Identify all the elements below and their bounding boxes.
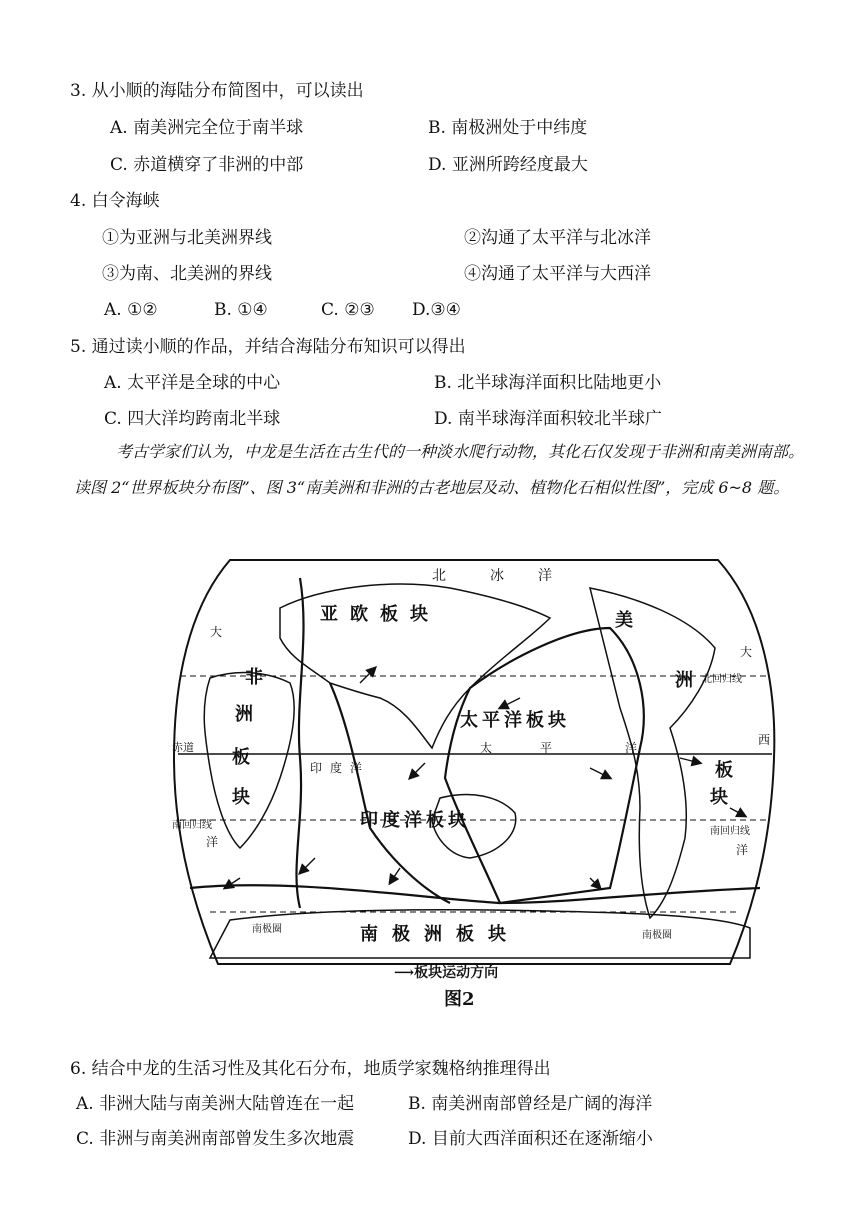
label-arctic-2: 冰: [490, 568, 504, 584]
world-plate-map-svg: [170, 558, 778, 966]
label-indian-ocean: 印度洋: [310, 761, 371, 775]
label-indian-plate: 印度洋板块: [360, 810, 470, 831]
q5-option-b: B. 北半球海洋面积比陆地更小: [434, 373, 662, 393]
label-america-3: 板: [715, 760, 733, 781]
label-africa-4: 块: [232, 787, 250, 808]
label-atlantic-left: 大: [210, 625, 223, 639]
label-tropic-south-right: 南回归线: [710, 826, 750, 837]
q5-stem: 5. 通过读小顺的作品，并结合海陆分布知识可以得出: [70, 337, 466, 357]
label-atlantic-right-1: 大: [740, 645, 753, 659]
q3-option-d: D. 亚洲所跨经度最大: [428, 155, 588, 175]
q6-option-b: B. 南美洲南部曾经是广阔的海洋: [408, 1094, 653, 1114]
q4-option-c: C. ②③: [321, 300, 375, 320]
label-tropic-north: 北回归线: [702, 674, 742, 685]
figure-caption: 图2: [444, 989, 475, 1010]
q4-statement-3: ③为南、北美洲的界线: [102, 264, 272, 284]
label-america-1: 美: [615, 610, 633, 631]
label-pacific-ocean-2: 平: [540, 741, 553, 755]
label-antarctic-circle-right: 南极圈: [642, 930, 672, 941]
q6-option-d: D. 目前大西洋面积还在逐渐缩小: [408, 1129, 653, 1149]
q4-statement-2: ②沟通了太平洋与北冰洋: [464, 228, 651, 248]
label-equator: 赤道: [172, 741, 194, 754]
q3-option-a: A. 南美洲完全位于南半球: [110, 118, 304, 138]
label-america-2: 洲: [675, 670, 693, 691]
label-arctic-1: 北: [432, 568, 446, 584]
q6-stem: 6. 结合中龙的生活习性及其化石分布，地质学家魏格纳推理得出: [70, 1059, 551, 1079]
plate-motion-arrows: [225, 668, 745, 888]
intro-paragraph: 考古学家们认为，中龙是生活在古生代的一种淡水爬行动物，其化石仅发现于非洲和南美洲南部。读图 2“世界板块分布图”、图 3“南美洲和非洲的古老地层及动、植物化石相似性图”，完成 6~8 题。: [74, 442, 805, 497]
label-atlantic-right-2: 西: [758, 733, 771, 747]
label-eurasia-plate: 亚欧板块: [320, 604, 440, 625]
label-africa-3: 板: [232, 747, 250, 768]
map-frame: [174, 560, 774, 964]
q4-stem: 4. 白令海峡: [70, 191, 160, 211]
label-ocean-right: 洋: [736, 843, 749, 857]
antarctic-plate-boundary: [190, 885, 760, 903]
q5-option-d: D. 南半球海洋面积较北半球广: [434, 409, 662, 429]
label-tropic-south-left: 南回归线: [172, 820, 212, 831]
label-america-4: 块: [710, 787, 728, 808]
label-africa-2: 洲: [235, 704, 253, 725]
label-pacific-plate: 太平洋板块: [460, 710, 570, 731]
q6-option-c: C. 非洲与南美洲南部曾发生多次地震: [76, 1129, 355, 1149]
label-pacific-ocean-3: 洋: [625, 741, 638, 755]
q4-statement-4: ④沟通了太平洋与大西洋: [464, 264, 651, 284]
world-plate-map: [170, 558, 778, 966]
q5-option-c: C. 四大洋均跨南北半球: [104, 409, 281, 429]
label-antarctic-circle-left: 南极圈: [252, 924, 282, 935]
q6-option-a: A. 非洲大陆与南美洲大陆曾连在一起: [76, 1094, 355, 1114]
q3-stem: 3. 从小顺的海陆分布简图中，可以读出: [70, 81, 364, 101]
q4-option-a: A. ①②: [104, 300, 158, 320]
q3-option-c: C. 赤道横穿了非洲的中部: [110, 155, 304, 175]
legend-arrow-icon: ⟶: [394, 965, 415, 981]
label-ocean-left: 洋: [206, 835, 219, 849]
q5-option-a: A. 太平洋是全球的中心: [104, 373, 281, 393]
q4-option-b: B. ①④: [214, 300, 268, 320]
indian-plate-boundary: [330, 683, 450, 903]
atlantic-ridge: [296, 578, 303, 908]
map-legend: [394, 962, 498, 982]
americas-outline: [590, 588, 715, 918]
pacific-plate-boundary: [445, 628, 644, 903]
legend-label: 板块运动方向: [414, 965, 499, 981]
label-pacific-ocean-1: 太: [480, 741, 493, 755]
label-antarctic-plate: 南极洲板块: [360, 924, 520, 945]
label-africa-1: 非: [245, 667, 263, 688]
q4-statement-1: ①为亚洲与北美洲界线: [102, 228, 272, 248]
q4-option-d: D.③④: [412, 300, 461, 320]
label-arctic-3: 洋: [538, 568, 552, 584]
q3-option-b: B. 南极洲处于中纬度: [428, 118, 588, 138]
